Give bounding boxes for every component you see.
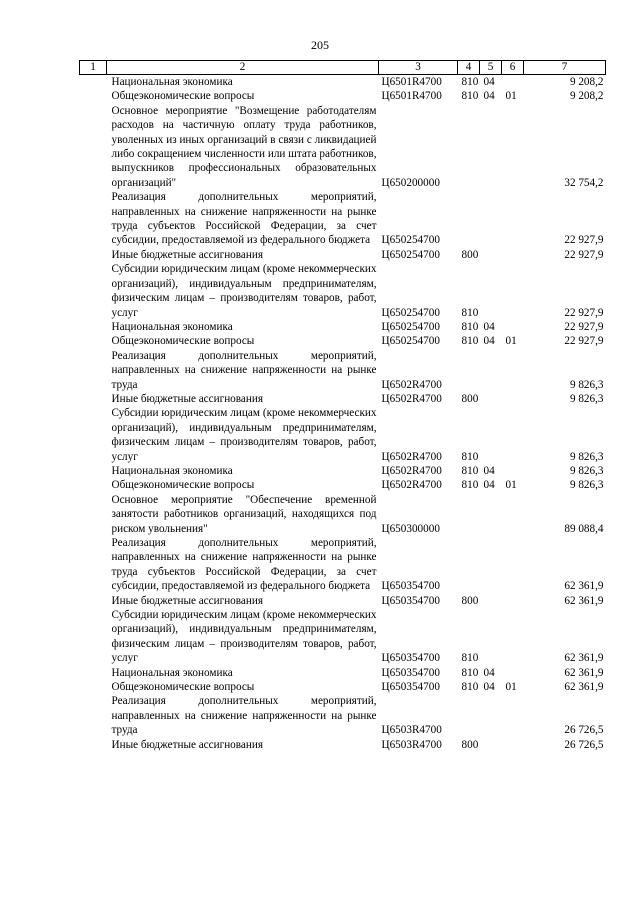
cell-blank	[80, 75, 107, 90]
row-expense-type: 800	[461, 392, 479, 405]
row-description: Субсидии юридическим лицам (кроме некоммерческих организаций), индивидуальным предпринимателям, физическим лицам – производителям товаров, работ, услуг	[111, 609, 377, 665]
cell-blank	[80, 594, 107, 608]
row-section: 04	[483, 666, 495, 679]
row-subsection	[502, 75, 524, 90]
row-description: Иные бюджетные ассигнования	[111, 248, 263, 261]
table-row	[80, 190, 606, 248]
row-amount: 22 927,9	[564, 248, 604, 261]
row-subsection	[502, 694, 524, 737]
row-description: Общеэкономические вопросы	[111, 90, 255, 103]
row-description: Реализация дополнительных мероприятий, направленных на снижение напряженности на рынке труда субъектов Российской Федерации, за счет субсидии, предоставляемой из федерального бюджета	[111, 537, 377, 593]
row-target-code: Ц6502R4700	[381, 464, 442, 477]
table-row	[80, 104, 606, 190]
cell-blank	[80, 320, 107, 334]
row-amount: 9 208,2	[569, 90, 604, 103]
header-col-1: 1	[80, 61, 107, 75]
table-row	[80, 349, 606, 392]
row-description: Основное мероприятие "Возмещение работодателям расходов на частичную оплату труда работников, уволенных из иных организаций в связи с ликвидацией либо сокращением численности или штата работников, выпускников профессиональных образовательных организаций"	[111, 104, 377, 189]
table-body	[80, 75, 606, 753]
row-subsection	[502, 464, 524, 478]
row-section	[480, 406, 502, 464]
row-amount: 22 927,9	[564, 320, 604, 333]
row-expense-type: 810	[461, 464, 479, 477]
row-amount: 62 361,9	[564, 580, 604, 593]
cell-blank	[80, 666, 107, 680]
header-col-2: 2	[107, 61, 379, 75]
cell-blank	[80, 190, 107, 248]
table-row	[80, 680, 606, 694]
row-description: Национальная экономика	[111, 320, 233, 333]
row-target-code: Ц650300000	[381, 522, 440, 535]
row-target-code: Ц650254700	[381, 306, 440, 319]
row-target-code: Ц6502R4700	[381, 479, 442, 492]
cell-blank	[80, 392, 107, 406]
row-expense-type: 810	[461, 652, 479, 665]
row-subsection	[502, 406, 524, 464]
table-row	[80, 464, 606, 478]
row-description: Субсидии юридическим лицам (кроме некоммерческих организаций), индивидуальным предпринимателям, физическим лицам – производителям товаров, работ, услуг	[111, 263, 377, 319]
row-description: Национальная экономика	[111, 464, 233, 477]
cell-blank	[80, 334, 107, 348]
row-expense-type	[458, 104, 480, 190]
cell-blank	[80, 89, 107, 103]
cell-blank	[80, 104, 107, 190]
row-section	[480, 608, 502, 666]
row-section	[480, 694, 502, 737]
row-subsection: 01	[505, 335, 517, 348]
row-subsection	[502, 104, 524, 190]
table-row	[80, 334, 606, 348]
table-row	[80, 608, 606, 666]
row-description: Общеэкономические вопросы	[111, 335, 255, 348]
row-target-code: Ц650354700	[381, 666, 440, 679]
row-subsection	[502, 190, 524, 248]
row-section: 04	[483, 681, 495, 694]
row-target-code: Ц650254700	[381, 248, 440, 261]
cell-blank	[80, 464, 107, 478]
header-row	[80, 61, 606, 75]
table-row	[80, 262, 606, 320]
table-row	[80, 536, 606, 594]
row-target-code: Ц6503R4700	[381, 738, 442, 751]
row-expense-type	[458, 349, 480, 392]
row-expense-type: 800	[461, 594, 479, 607]
row-subsection	[502, 262, 524, 320]
row-subsection: 01	[505, 479, 517, 492]
table-row	[80, 320, 606, 334]
row-amount: 22 927,9	[564, 306, 604, 319]
row-section	[480, 493, 502, 536]
row-amount: 62 361,9	[564, 594, 604, 607]
row-description: Реализация дополнительных мероприятий, направленных на снижение напряженности на рынке труда	[111, 349, 377, 391]
header-col-3: 3	[379, 61, 458, 75]
row-subsection	[502, 594, 524, 608]
row-target-code: Ц650354700	[381, 594, 440, 607]
row-description: Иные бюджетные ассигнования	[111, 594, 263, 607]
row-amount: 9 826,3	[569, 450, 604, 463]
row-amount: 62 361,9	[564, 681, 604, 694]
header-col-5: 5	[480, 61, 502, 75]
table-row	[80, 666, 606, 680]
row-target-code: Ц6501R4700	[381, 90, 442, 103]
budget-table	[79, 60, 606, 752]
row-expense-type	[458, 493, 480, 536]
row-section: 04	[483, 464, 495, 477]
table-row	[80, 594, 606, 608]
row-expense-type: 810	[461, 320, 479, 333]
row-expense-type	[458, 536, 480, 594]
row-expense-type: 800	[461, 248, 479, 261]
row-amount: 22 927,9	[564, 335, 604, 348]
table-row	[80, 493, 606, 536]
row-expense-type: 810	[461, 306, 479, 319]
row-description: Субсидии юридическим лицам (кроме некоммерческих организаций), индивидуальным предпринимателям, физическим лицам – производителям товаров, работ, услуг	[111, 407, 377, 463]
cell-blank	[80, 349, 107, 392]
row-section	[480, 594, 502, 608]
row-description: Основное мероприятие "Обеспечение временной занятости работников организаций, находящихся под риском увольнения"	[111, 493, 377, 535]
row-section	[480, 738, 502, 752]
row-description: Иные бюджетные ассигнования	[111, 738, 263, 751]
row-expense-type: 810	[461, 76, 479, 88]
row-amount: 62 361,9	[564, 652, 604, 665]
header-col-7: 7	[524, 61, 606, 75]
row-subsection	[502, 392, 524, 406]
row-description: Общеэкономические вопросы	[111, 681, 255, 694]
row-target-code: Ц6502R4700	[381, 450, 442, 463]
row-subsection	[502, 349, 524, 392]
row-amount: 9 826,3	[569, 479, 604, 492]
row-target-code: Ц650254700	[381, 234, 440, 247]
row-subsection	[502, 608, 524, 666]
cell-blank	[80, 478, 107, 492]
row-amount: 9 208,2	[569, 76, 604, 88]
row-expense-type: 810	[461, 681, 479, 694]
row-description: Реализация дополнительных мероприятий, направленных на снижение напряженности на рынке труда субъектов Российской Федерации, за счет субсидии, предоставляемой из федерального бюджета	[111, 191, 377, 247]
row-target-code: Ц650254700	[381, 335, 440, 348]
row-target-code: Ц6502R4700	[381, 392, 442, 405]
cell-blank	[80, 248, 107, 262]
row-description: Реализация дополнительных мероприятий, направленных на снижение напряженности на рынке труда	[111, 695, 377, 737]
row-section	[480, 248, 502, 262]
cell-blank	[80, 680, 107, 694]
row-subsection: 01	[505, 90, 517, 103]
row-target-code: Ц6501R4700	[381, 76, 442, 88]
row-target-code: Ц650354700	[381, 652, 440, 665]
row-expense-type: 800	[461, 738, 479, 751]
row-target-code: Ц6502R4700	[381, 378, 442, 391]
row-expense-type: 810	[461, 90, 479, 103]
row-subsection	[502, 493, 524, 536]
row-expense-type: 810	[461, 450, 479, 463]
row-subsection	[502, 666, 524, 680]
row-amount: 32 754,2	[564, 176, 604, 189]
row-amount: 9 826,3	[569, 464, 604, 477]
row-amount: 22 927,9	[564, 234, 604, 247]
row-expense-type: 810	[461, 335, 479, 348]
row-subsection	[502, 320, 524, 334]
row-section	[480, 190, 502, 248]
table-row	[80, 694, 606, 737]
row-section: 04	[483, 335, 495, 348]
table-row	[80, 75, 606, 90]
row-expense-type	[458, 190, 480, 248]
table-row	[80, 248, 606, 262]
row-section: 04	[483, 76, 495, 88]
row-section	[480, 349, 502, 392]
row-target-code: Ц650200000	[381, 176, 440, 189]
table-row	[80, 738, 606, 752]
row-expense-type: 810	[461, 666, 479, 679]
page-number: 205	[311, 38, 329, 52]
table-row	[80, 89, 606, 103]
cell-blank	[80, 406, 107, 464]
row-expense-type	[458, 694, 480, 737]
row-description: Национальная экономика	[111, 76, 233, 88]
row-target-code: Ц6503R4700	[381, 724, 442, 737]
row-amount: 9 826,3	[569, 378, 604, 391]
row-subsection	[502, 536, 524, 594]
cell-blank	[80, 738, 107, 752]
row-amount: 26 726,5	[564, 724, 604, 737]
row-amount: 89 088,4	[564, 522, 604, 535]
cell-blank	[80, 694, 107, 737]
row-section	[480, 392, 502, 406]
table-header	[80, 61, 606, 75]
table-row	[80, 406, 606, 464]
row-subsection	[502, 738, 524, 752]
cell-blank	[80, 536, 107, 594]
row-description: Иные бюджетные ассигнования	[111, 392, 263, 405]
row-section: 04	[483, 320, 495, 333]
row-subsection: 01	[505, 681, 517, 694]
table-row	[80, 478, 606, 492]
row-section: 04	[483, 90, 495, 103]
header-col-6: 6	[502, 61, 524, 75]
cell-blank	[80, 493, 107, 536]
row-target-code: Ц650354700	[381, 681, 440, 694]
row-description: Национальная экономика	[111, 666, 233, 679]
header-col-4: 4	[458, 61, 480, 75]
row-amount: 9 826,3	[569, 392, 604, 405]
row-expense-type: 810	[461, 479, 479, 492]
row-description: Общеэкономические вопросы	[111, 479, 255, 492]
cell-blank	[80, 608, 107, 666]
cell-blank	[80, 262, 107, 320]
row-amount: 62 361,9	[564, 666, 604, 679]
table-row	[80, 392, 606, 406]
row-section	[480, 262, 502, 320]
row-section	[480, 536, 502, 594]
row-amount: 26 726,5	[564, 738, 604, 751]
row-subsection	[502, 248, 524, 262]
row-target-code: Ц650254700	[381, 320, 440, 333]
row-target-code: Ц650354700	[381, 580, 440, 593]
row-section: 04	[483, 479, 495, 492]
row-section	[480, 104, 502, 190]
